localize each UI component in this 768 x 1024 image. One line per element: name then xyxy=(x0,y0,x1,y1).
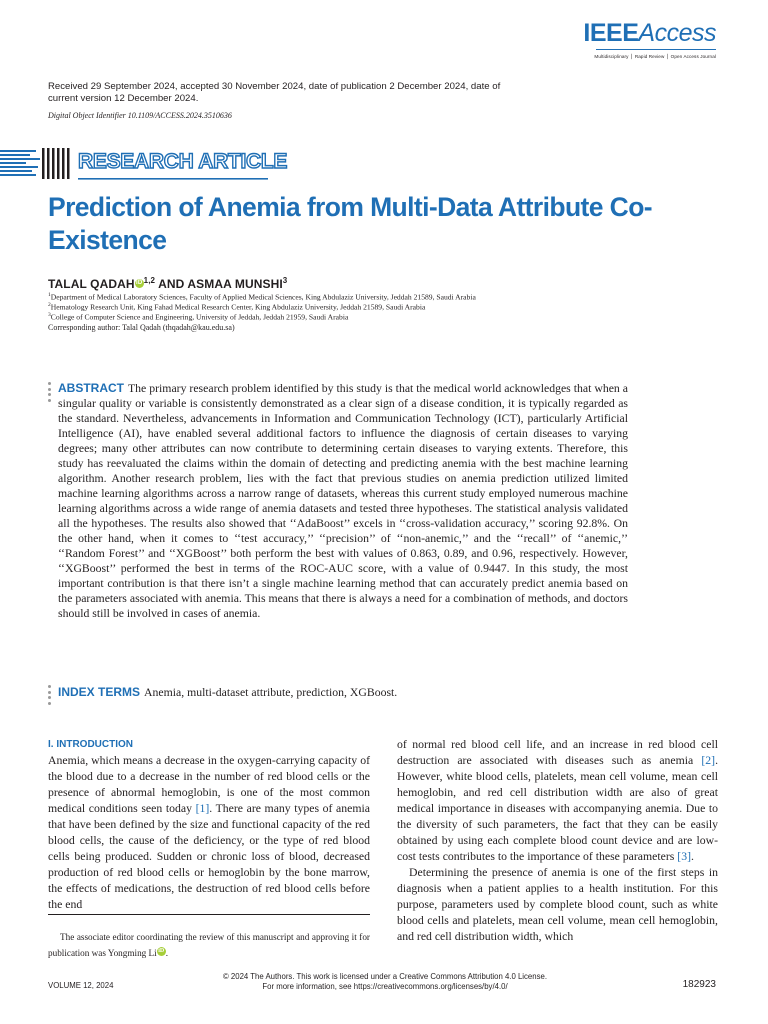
index-terms-text: Anemia, multi-dataset attribute, prediction, XGBoost. xyxy=(144,686,398,699)
footnote-rule xyxy=(48,914,370,915)
page-number: 182923 xyxy=(682,979,716,990)
logo-rule xyxy=(596,49,716,50)
license-line-2[interactable]: For more information, see https://creativecommons.org/licenses/by/4.0/ xyxy=(262,982,508,991)
abstract-text: The primary research problem identified by this study is that the medical world acknowledges that when a singular quality or variable is consistently demonstrated as a clear sign of a disease condition, it is typically regarded as the standard. Nevertheless, advancements in Information and Communication Technology (ICT), particularly Artificial Intelligence (AI), have enabled several additional factors to influence the diagnosis of certain diseases to varying degrees; many other attributes can now contribute to determining certain diseases to varying extents. Therefore, this study has reevaluated the claims within the domain of detecting and predicting anemia with the best machine learning algorithm. Another research problem, lies with the fact that previous studies on anemia prediction utilized limited machine learning algorithms across a narrow range of datasets, whereas this current study employed numerous machine learning algorithms across a wide range of anemia datasets and tested three hypotheses. The statistical analysis validated all the hypotheses. The results also showed that ‘‘AdaBoost’’ excels in ‘‘cross-validation accuracy,’’ scoring 92.8%. On the other hand, when it comes to ‘‘test accuracy,’’ ‘‘precision’’ of ‘‘non-anemic,’’ and the ‘‘recall’’ of ‘‘anemic,’’ ‘‘Random Forest’’ and ‘‘XGBoost’’ both perform the best with values of 0.863, 0.89, and 0.96, respectively. However, ‘‘XGBoost’’ performed the best in terms of the ROC-AUC score, with a value of 0.9447. In this study, the most important contribution is that there isn’t a single machine learning method that can accurately predict anemia based on the parameters associated with anemia. This means that there is always a need for a combination of methods, and doctors should still be involved in cases of anemia. xyxy=(58,382,628,620)
logo-tagline: Multidisciplinary ⎪ Rapid Review ⎪ Open Access Journal xyxy=(594,54,716,59)
corresponding-author: Corresponding author: Talal Qadah (thqadah@kau.edu.sa) xyxy=(48,323,235,332)
footnote-text: The associate editor coordinating the review of this manuscript and approving it for publication was Yongming Li xyxy=(48,932,370,958)
author-2: AND ASMAA MUNSHI xyxy=(158,277,283,291)
abstract xyxy=(58,381,628,621)
index-terms-marker-icon xyxy=(48,685,51,707)
author-1-affil: 1,2 xyxy=(143,276,156,285)
citation-link[interactable]: [3] xyxy=(677,850,691,863)
intro-right-column xyxy=(397,737,718,945)
citation-link[interactable]: [1] xyxy=(195,802,210,815)
abstract-marker-icon xyxy=(48,382,51,404)
intro-text: . xyxy=(690,850,694,863)
citation-link[interactable]: [2] xyxy=(701,754,716,767)
paper-title: Prediction of Anemia from Multi-Data Attribute Co-Existence xyxy=(48,192,653,255)
author-2-affil: 3 xyxy=(282,276,288,285)
received-dates: Received 29 September 2024, accepted 30 November 2024, date of publication 2 December 2024, date of current version 12 December 2024. xyxy=(48,81,501,104)
orcid-icon[interactable]: iD xyxy=(158,948,165,954)
affiliation-number: 1 xyxy=(48,292,51,298)
intro-text: . There are many types of anemia that have been defined by the size and functional capacity of the red blood cells, the cause of the deficiency, or the type of red blood cells being produced. Sudden or chronic loss of blood, decreased production of red blood cells or hemoglobin by the bone marrow, the effects of medications, the destruction of red blood cells before the end xyxy=(48,802,370,911)
author-line xyxy=(48,276,287,291)
index-terms-label: INDEX TERMS xyxy=(58,685,141,699)
abstract-label: ABSTRACT xyxy=(58,381,124,395)
affiliation-number: 2 xyxy=(48,302,51,308)
editor-footnote xyxy=(48,929,370,961)
index-terms xyxy=(58,685,397,699)
affiliation-number: 3 xyxy=(48,312,51,318)
article-type-underline xyxy=(78,177,270,181)
footnote-end: . xyxy=(165,948,169,958)
volume-label: VOLUME 12, 2024 xyxy=(48,981,114,990)
logo-access: Access xyxy=(638,19,716,47)
author-1: TALAL QADAH xyxy=(48,277,135,291)
affiliation-text: Department of Medical Laboratory Sciences, Faculty of Applied Medical Sciences, King Abdulaziz University, Jeddah 21589, Saudi Arabia xyxy=(50,292,476,302)
affiliation-3 xyxy=(48,311,668,322)
orcid-icon[interactable]: iD xyxy=(136,280,143,286)
license-line-1: © 2024 The Authors. This work is licensed under a Creative Commons Attribution 4.0 License. xyxy=(223,972,547,981)
license-notice xyxy=(180,972,590,992)
intro-left-column xyxy=(48,737,370,913)
intro-paragraph-2: Determining the presence of anemia is one of the first steps in diagnosis when a patient applies to a health institution. For this purpose, parameters used by complete blood count, such as white blood cells and platelets, mean cell volume, mean cell hemoglobin, and red cell distribution width, which xyxy=(397,866,718,943)
journal-logo xyxy=(583,20,716,60)
affiliation-text: Hematology Research Unit, King Fahad Medical Research Center, King Abdulaziz University, Jeddah 21589, Saudi Arabia xyxy=(50,302,426,312)
intro-text: of normal red blood cell life, and an increase in red blood cell destruction are associated with diseases such as anemia xyxy=(397,738,718,767)
intro-text: Anemia, which means a decrease in the oxygen-carrying capacity of the blood due to a decrease in the number of red blood cells or the presence of abnormal hemoglobin, is one of the most common medical conditions seen today xyxy=(48,754,370,815)
intro-text: . However, white blood cells, platelets, mean cell volume, mean cell hemoglobin, and red cell distribution width are also of great medical importance in diseases with accompanying anemia. Due to the diversity of such parameters, the fact that they can be easily obtained by using each complete blood count device and are low-cost tests contributes to the importance of these parameters xyxy=(397,754,718,863)
affiliation-text: College of Computer Science and Engineering, University of Jeddah, Jeddah 21959, Saudi Arabia xyxy=(50,312,349,322)
research-article-banner-icon xyxy=(0,147,78,181)
article-type-label: RESEARCH ARTICLE xyxy=(78,150,288,173)
section-heading-introduction: I. INTRODUCTION xyxy=(48,739,133,750)
doi: Digital Object Identifier 10.1109/ACCESS.2024.3510636 xyxy=(48,111,232,120)
logo-ieee: IEEE xyxy=(583,19,639,47)
